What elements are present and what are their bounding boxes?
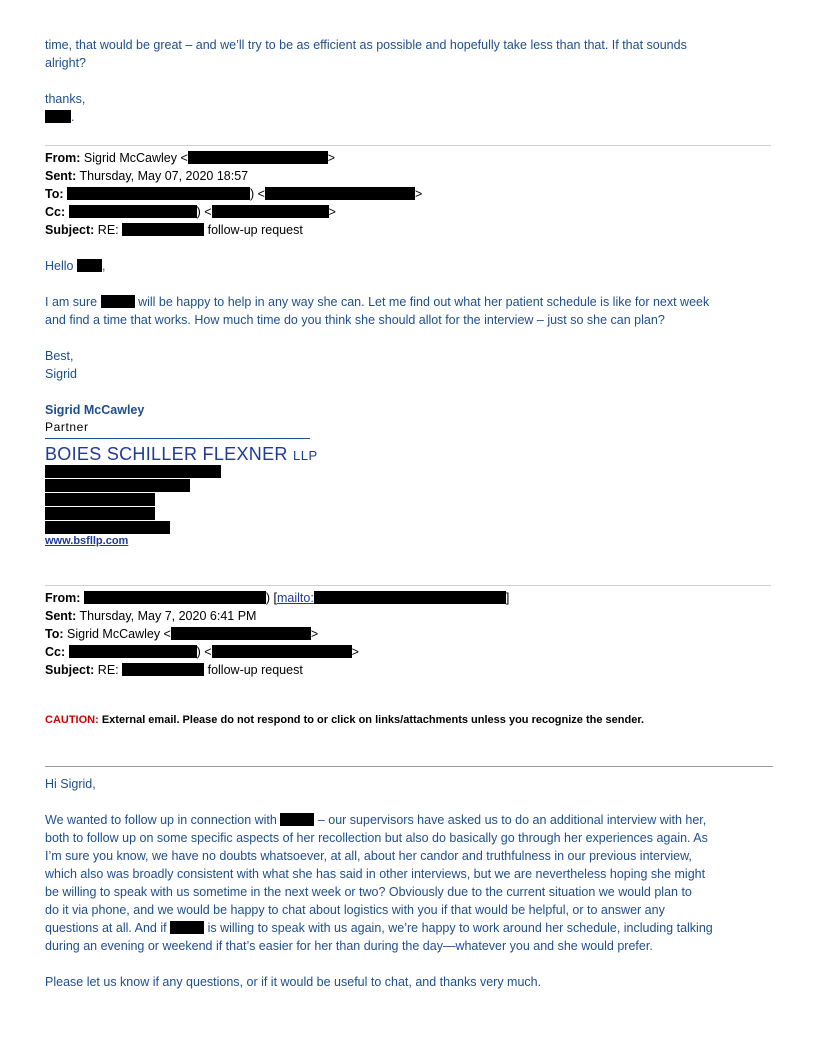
caution-banner: CAUTION: External email. Please do not respond to or click on links/attachments unless you recognize the sender. [45, 714, 645, 726]
redaction-block [280, 813, 314, 826]
email2-final-line: Please let us know if any questions, or if it would be useful to chat, and thanks very much. [45, 975, 542, 989]
email2-subject-row: Subject: RE: follow-up request [45, 663, 303, 677]
firm-website-link[interactable]: www.bsfllp.com [45, 535, 129, 547]
email1-greeting: Hello , [45, 259, 106, 273]
redaction-block [45, 465, 221, 478]
redaction-block [188, 151, 328, 164]
top-signoff-name: . [45, 108, 74, 126]
top-para-line2: alright? [45, 56, 86, 70]
redaction-block [122, 223, 204, 236]
redaction-block [170, 921, 204, 934]
email1-sent-row: Sent: Thursday, May 07, 2020 18:57 [45, 169, 249, 183]
signature-divider [45, 438, 310, 439]
email1-to-row: To: ) < > [45, 187, 423, 201]
redaction-block [67, 187, 250, 200]
email1-body: I am sure will be happy to help in any way she can. Let me find out what her patient schedule is like for next week and find a time that works. How much time do you think she should allot for the interview – just so she can plan? [45, 295, 710, 327]
email2-cc-row: Cc: ) < > [45, 645, 359, 659]
redaction-block [212, 645, 352, 658]
redaction-block [45, 521, 170, 534]
firm-logo-text: BOIES SCHILLER FLEXNER LLP [45, 444, 318, 464]
redaction-block [265, 187, 415, 200]
redaction-block [77, 259, 102, 272]
top-signoff: thanks, [45, 92, 86, 106]
email1-closing: Best, Sigrid [45, 349, 77, 381]
redaction-block [69, 205, 197, 218]
redaction-block [84, 591, 266, 604]
email2-sent-row: Sent: Thursday, May 7, 2020 6:41 PM [45, 609, 257, 623]
redaction-block [69, 645, 197, 658]
redaction-block [314, 591, 506, 604]
top-paragraph [45, 36, 687, 72]
redaction-block [212, 205, 329, 218]
redaction-block [45, 493, 155, 506]
email2-body: We wanted to follow up in connection with – our supervisors have asked us to do an additional interview with her, both to follow up on some specific aspects of her recollection but also do basically go through her experiences again. As I’m sure you know, we have no doubts whatsoever, at all, about her candor and truthfulness in our previous interview, which also was broadly consistent with what she has said in other interviews, but we are nevertheless hoping she might be willing to speak with us sometime in the next week or two? Obviously due to the current situation we would plan to do it via phone, and we would be happy to chat about logistics with you if that would be helpful, or to answer any questions at all. And if is willing to speak with us again, we’re happy to work around her schedule, including talking during an evening or weekend if that’s easier for her than during the day—whatever you and she would prefer. [45, 813, 713, 953]
email2-from-row: From: ) [mailto: ] [45, 591, 510, 605]
top-para-line1: time, that would be great – and we’ll try to be as efficient as possible and hopefully take less than that. If that sounds [45, 38, 687, 52]
signature-name: Sigrid McCawley [45, 403, 145, 417]
header-divider [45, 585, 771, 586]
email1-from-row: From: Sigrid McCawley < > [45, 151, 336, 165]
email2-to-row: To: Sigrid McCawley < > [45, 627, 319, 641]
redaction-block [101, 295, 135, 308]
mailto-link[interactable]: mailto: [277, 591, 314, 605]
redaction-block [45, 507, 155, 520]
caution-divider [45, 766, 773, 767]
signature-title: Partner [45, 420, 89, 434]
header-divider [45, 145, 771, 146]
email1-subject-row: Subject: RE: follow-up request [45, 223, 303, 237]
redaction-block [45, 110, 71, 123]
redaction-block [45, 479, 190, 492]
email2-greeting: Hi Sigrid, [45, 777, 96, 791]
redaction-block [171, 627, 311, 640]
redaction-block [122, 663, 204, 676]
email1-cc-row: Cc: ) < > [45, 205, 336, 219]
